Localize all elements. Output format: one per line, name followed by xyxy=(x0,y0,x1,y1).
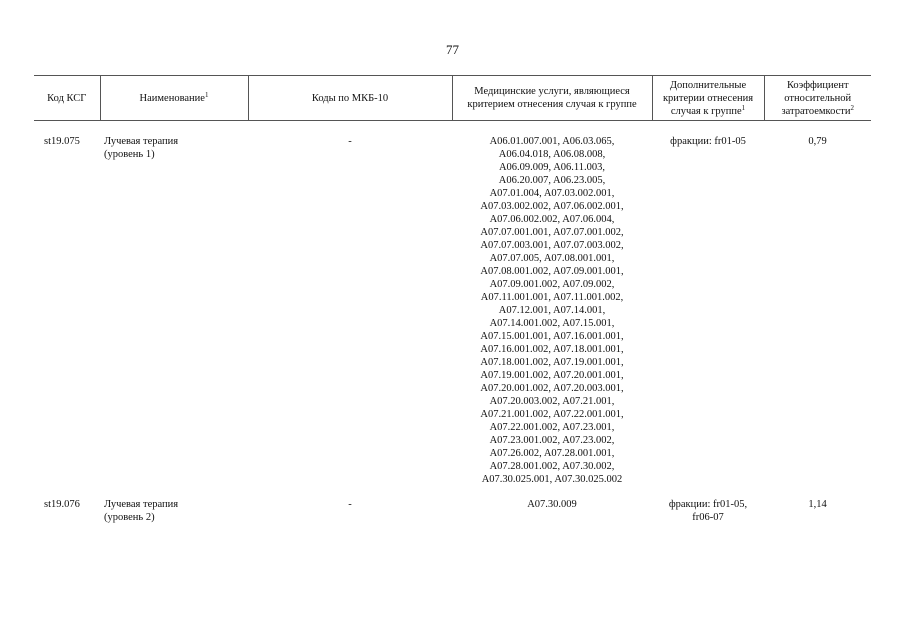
mkb-codes: - xyxy=(348,136,352,147)
service-line: A07.07.005, A07.08.001.001, xyxy=(489,253,615,264)
service-line: A07.03.002.002, A07.06.002.001, xyxy=(480,201,624,212)
criteria-line: фракции: fr01-05 xyxy=(670,136,746,147)
name-line: Лучевая терапия xyxy=(104,136,179,147)
name-line: (уровень 2) xyxy=(104,512,155,523)
ksg-code: st19.076 xyxy=(44,499,80,510)
service-line: A06.20.007, A06.23.005, xyxy=(498,175,606,186)
ksg-name xyxy=(100,135,248,486)
col-header-name: Наименование$^1$ xyxy=(100,76,248,121)
name-line: Лучевая терапия xyxy=(104,499,179,510)
service-line: A07.11.001.001, A07.11.001.002, xyxy=(480,292,624,303)
service-line: A07.07.003.001, A07.07.003.002, xyxy=(480,240,624,251)
service-line: A07.20.003.002, A07.21.001, xyxy=(489,396,615,407)
service-line: A07.01.004, A07.03.002.001, xyxy=(489,188,615,199)
service-line: A07.09.001.002, A07.09.002, xyxy=(489,279,615,290)
service-line: A07.23.001.002, A07.23.002, xyxy=(489,435,615,446)
service-line: A07.16.001.002, A07.18.001.001, xyxy=(480,344,624,355)
table-row xyxy=(34,135,871,486)
ksg-name xyxy=(100,498,248,524)
service-line: A07.28.001.002, A07.30.002, xyxy=(489,461,615,472)
table-header-row xyxy=(34,76,871,121)
ksg-table xyxy=(34,75,871,524)
service-line: A07.21.001.002, A07.22.001.001, xyxy=(480,409,624,420)
service-line: A06.09.009, A06.11.003, xyxy=(498,162,606,173)
service-line: A07.08.001.002, A07.09.001.001, xyxy=(480,266,624,277)
ksg-code: st19.075 xyxy=(44,136,80,147)
service-line: A07.18.001.002, A07.19.001.001, xyxy=(480,357,624,368)
service-line: A07.19.001.002, A07.20.001.001, xyxy=(480,370,624,381)
mkb-codes: - xyxy=(348,499,352,510)
col-header-mkb: Коды по МКБ-10 xyxy=(248,76,452,121)
service-line: A07.26.002, A07.28.001.001, xyxy=(489,448,615,459)
service-line: A07.15.001.001, A07.16.001.001, xyxy=(480,331,624,342)
additional-criteria xyxy=(652,498,764,524)
service-line: A07.07.001.001, A07.07.001.002, xyxy=(480,227,624,238)
service-line: A06.01.007.001, A06.03.065, xyxy=(489,136,615,147)
criteria-line: фракции: fr01-05, xyxy=(668,499,748,510)
col-header-coefficient: Коэффициент относительной затратоемкости$^2$ xyxy=(764,76,871,121)
service-line: A06.04.018, A06.08.008, xyxy=(498,149,606,160)
service-line: A07.06.002.002, A07.06.004, xyxy=(489,214,615,225)
service-line: A07.12.001, A07.14.001, xyxy=(498,305,606,316)
col-header-code: Код КСГ xyxy=(34,76,100,121)
cost-coefficient: 1,14 xyxy=(808,499,827,510)
service-line: A07.30.009 xyxy=(527,499,577,510)
cost-coefficient: 0,79 xyxy=(808,136,827,147)
criteria-line: fr06-07 xyxy=(692,512,724,523)
medical-services xyxy=(452,135,652,486)
row-gap xyxy=(34,486,871,498)
service-line: A07.20.001.002, A07.20.003.001, xyxy=(480,383,624,394)
medical-services xyxy=(452,498,652,524)
additional-criteria xyxy=(652,135,764,486)
page-number: 77 xyxy=(446,42,459,57)
name-line: (уровень 1) xyxy=(104,149,155,160)
table-row xyxy=(34,498,871,524)
col-header-services: Медицинские услуги, являющиеся критерием отнесения случая к группе xyxy=(452,76,652,121)
col-header-criteria: Дополнительные критерии отнесения случая к группе$^1$ xyxy=(652,76,764,121)
table-spacer xyxy=(34,121,871,136)
service-line: A07.22.001.002, A07.23.001, xyxy=(489,422,615,433)
service-line: A07.14.001.002, A07.15.001, xyxy=(489,318,615,329)
service-line: A07.30.025.001, A07.30.025.002 xyxy=(481,474,623,485)
